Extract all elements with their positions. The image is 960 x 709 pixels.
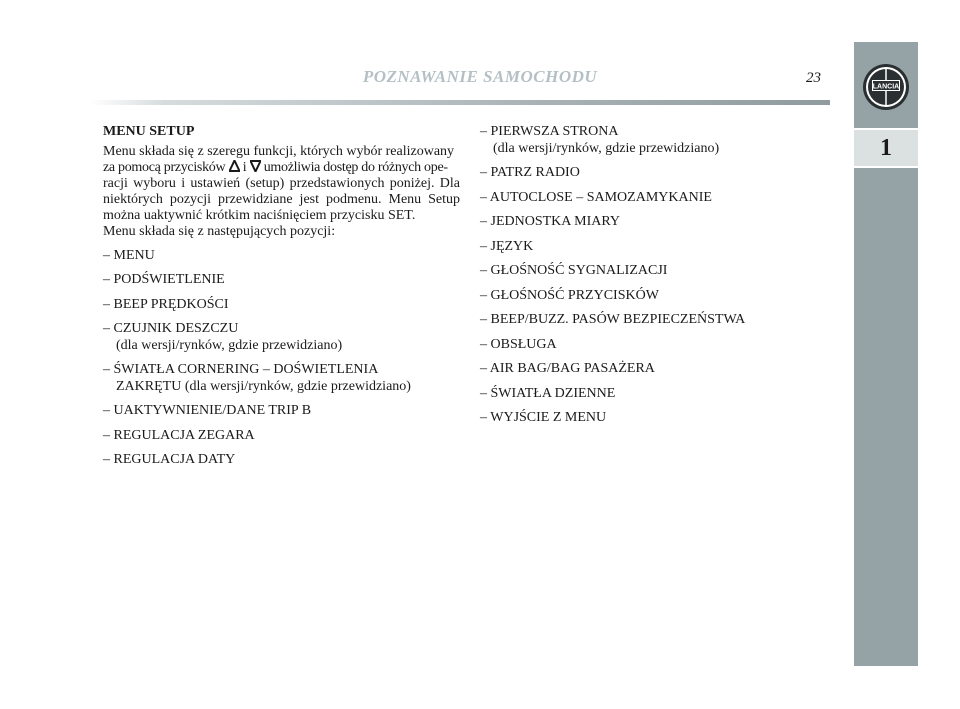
list-item-note: (dla wersji/rynków, gdzie przewidziano) xyxy=(116,337,343,353)
list-item: – PATRZ RADIO xyxy=(480,165,580,180)
chapter-number: 1 xyxy=(854,128,918,168)
intro-rest: racji wyboru i ustawień (setup) przedstawionych poniżej. Dla niektórych pozycji przewidziane jest podmenu. Menu Setup można uaktywnić krótkim naciśnięciem przycisku SET. xyxy=(103,175,460,223)
list-item: – ŚWIATŁA CORNERING – DOŚWIETLENIA ZAKRĘTU (dla wersji/rynków, gdzie przewidziano) xyxy=(103,362,460,395)
right-column xyxy=(480,124,810,427)
logo-text: LANCIA xyxy=(872,83,900,91)
list-item: – REGULACJA ZEGARA xyxy=(103,427,255,443)
list-item: – CZUJNIK DESZCZU (dla wersji/rynków, gdzie przewidziano) xyxy=(103,321,460,354)
intro-line-2b: umożliwia dostęp do różnych ope- xyxy=(263,159,448,175)
list-item: – BEEP/BUZZ. PASÓW BEZPIECZEŃSTWA xyxy=(480,312,746,327)
left-column xyxy=(103,124,460,469)
down-arrow-button-icon xyxy=(250,160,261,172)
list-item: – ŚWIATŁA DZIENNE xyxy=(480,385,616,401)
page-number: 23 xyxy=(806,70,821,86)
list-item: – GŁOŚNOŚĆ SYGNALIZACJI xyxy=(480,263,668,278)
intro-line-1: Menu składa się z szeregu funkcji, których wybór realizowany xyxy=(103,143,455,159)
list-item: – BEEP PRĘDKOŚCI xyxy=(103,296,229,312)
intro-line-2a: za pomocą przycisków xyxy=(103,159,226,175)
list-item: – UAKTYWNIENIE/DANE TRIP B xyxy=(103,403,312,418)
list-item: – MENU xyxy=(103,247,155,263)
section-title: MENU SETUP xyxy=(103,124,195,139)
list-item: – OBSŁUGA xyxy=(480,336,557,352)
lancia-logo xyxy=(854,42,918,128)
list-item: – PODŚWIETLENIE xyxy=(103,272,225,287)
list-item: – AIR BAG/BAG PASAŻERA xyxy=(480,361,655,376)
page-header-title: POZNAWANIE SAMOCHODU xyxy=(362,67,598,86)
list-item-continuation: ZAKRĘTU (dla wersji/rynków, gdzie przewidziano) xyxy=(116,378,411,394)
list-item: – WYJŚCIE Z MENU xyxy=(480,410,607,425)
up-arrow-button-icon xyxy=(229,160,240,172)
intro-line-2i: i xyxy=(242,159,247,175)
lancia-logo-icon xyxy=(854,42,918,128)
list-item-note: (dla wersji/rynków, gdzie przewidziano) xyxy=(493,140,720,156)
intro-list: Menu składa się z następujących pozycji: xyxy=(103,223,336,239)
list-item: – JĘZYK xyxy=(480,238,534,254)
list-item: – REGULACJA DATY xyxy=(103,452,236,467)
side-tab xyxy=(854,42,918,666)
list-item: – GŁOŚNOŚĆ PRZYCISKÓW xyxy=(480,287,659,303)
list-item: – AUTOCLOSE – SAMOZAMYKANIE xyxy=(480,189,712,205)
header-rule xyxy=(90,100,830,105)
list-item: – PIERWSZA STRONA (dla wersji/rynków, gdzie przewidziano) xyxy=(480,124,810,157)
list-item: – JEDNOSTKA MIARY xyxy=(480,214,621,229)
intro-paragraph xyxy=(103,144,460,240)
